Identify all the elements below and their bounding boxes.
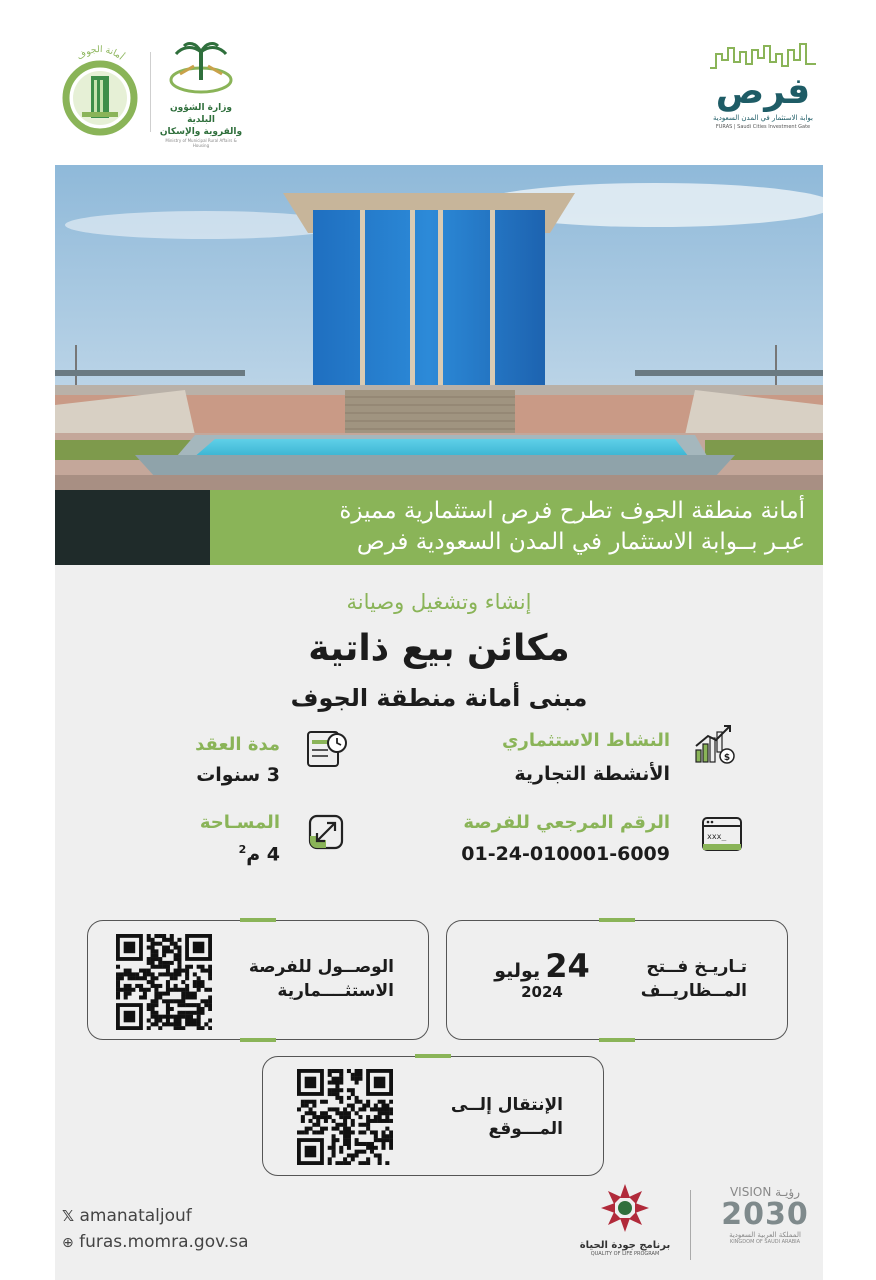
qol-emblem-icon — [597, 1180, 653, 1236]
svg-text:xxx_: xxx_ — [707, 832, 727, 841]
opening-year: 2024 — [521, 983, 563, 1001]
announcement-banner — [210, 490, 823, 565]
ministry-logo — [158, 40, 244, 148]
footer-divider — [690, 1190, 691, 1260]
area-label: المسـاحة — [199, 812, 280, 833]
opening-date — [487, 947, 597, 1017]
reference-number: 01-24-010001-6009 — [461, 843, 670, 865]
vision-kingdom-ar: المملكة العربية السعودية — [729, 1231, 801, 1239]
amana-logo-text: أمانة الجوف — [75, 44, 126, 63]
activity-label: النشاط الاستثماري — [502, 730, 670, 751]
twitter-handle: amanataljouf — [79, 1206, 192, 1226]
furas-logo — [698, 40, 828, 140]
x-icon: 𝕏 — [62, 1207, 75, 1225]
qol-name-ar: برنامج جودة الحياة — [579, 1240, 671, 1251]
opening-date-card — [446, 920, 788, 1040]
opening-day: 24 — [545, 947, 590, 985]
banner-line-1: أمانة منطقة الجوف تطرح فرص استثمارية مميزة — [339, 498, 805, 524]
website-link: furas.momra.gov.sa — [79, 1232, 249, 1252]
activity-value: الأنشطة التجارية — [514, 763, 670, 785]
banner-dark-block — [55, 490, 210, 565]
vision-2030-logo — [705, 1185, 825, 1265]
amana-logo — [58, 42, 142, 136]
offer-pretitle: إنشاء وتشغيل وصيانة — [346, 590, 532, 614]
opening-month: يوليو — [494, 960, 541, 982]
contract-clock-icon — [304, 726, 348, 770]
palm-emblem-icon — [166, 40, 236, 96]
logo-divider — [150, 52, 151, 132]
growth-chart-icon — [692, 722, 736, 766]
resize-arrows-icon — [304, 810, 348, 854]
skyline-icon — [708, 40, 818, 70]
contract-label: مدة العقد — [195, 734, 280, 755]
access-opportunity-card[interactable] — [87, 920, 429, 1040]
area-value: 4 م$^2$ — [238, 843, 280, 866]
area-unit-superscript: 2 — [238, 843, 247, 856]
contract-value: 3 سنوات — [196, 764, 280, 786]
ministry-name: وزارة الشؤون البلدية والقروية والإسكان — [159, 103, 243, 137]
qr-code-opportunity[interactable] — [116, 934, 212, 1030]
ministry-name-en: Ministry of Municipal Rural Affairs & Housing — [165, 138, 237, 148]
twitter-handle-row[interactable] — [62, 1206, 192, 1226]
furas-wordmark: فرص — [715, 71, 811, 112]
qol-name-en: QUALITY OF LIFE PROGRAM — [590, 1251, 660, 1257]
go-to-site-card[interactable] — [262, 1056, 604, 1176]
globe-icon: ⊕ — [62, 1235, 74, 1251]
offer-subtitle: مبنى أمانة منطقة الجوف — [290, 684, 588, 712]
furas-tagline-en: FURAS | Saudi Cities Investment Gate — [715, 124, 811, 130]
website-row[interactable] — [62, 1232, 249, 1252]
vision-header: VISION رؤيـة — [729, 1185, 801, 1199]
access-label: الوصــول للفرصة الاستثــــمارية — [248, 957, 394, 1001]
site-label: الإنتقال إلــى المـــوقع — [450, 1095, 563, 1139]
svg-text:$: $ — [723, 753, 731, 763]
banner-line-2: عبـر بــوابة الاستثمار في المدن السعودية فرص — [356, 529, 805, 555]
vision-year: 2030 — [721, 1197, 809, 1232]
quality-of-life-logo — [570, 1180, 680, 1270]
qr-code-site[interactable] — [297, 1069, 393, 1165]
furas-tagline: بوابة الاستثمار في المدن السعودية — [713, 114, 813, 122]
code-window-icon — [700, 812, 744, 856]
reference-label: الرقم المرجعي للفرصة — [463, 812, 670, 833]
offer-title: مكائن بيع ذاتية — [308, 628, 570, 669]
svg-text:أمانة الجوف — [75, 45, 126, 62]
vision-kingdom-en: KINGDOM OF SAUDI ARABIA — [729, 1239, 801, 1245]
opening-label: تـاريـخ فــتح المــظاريــف — [640, 957, 747, 1001]
